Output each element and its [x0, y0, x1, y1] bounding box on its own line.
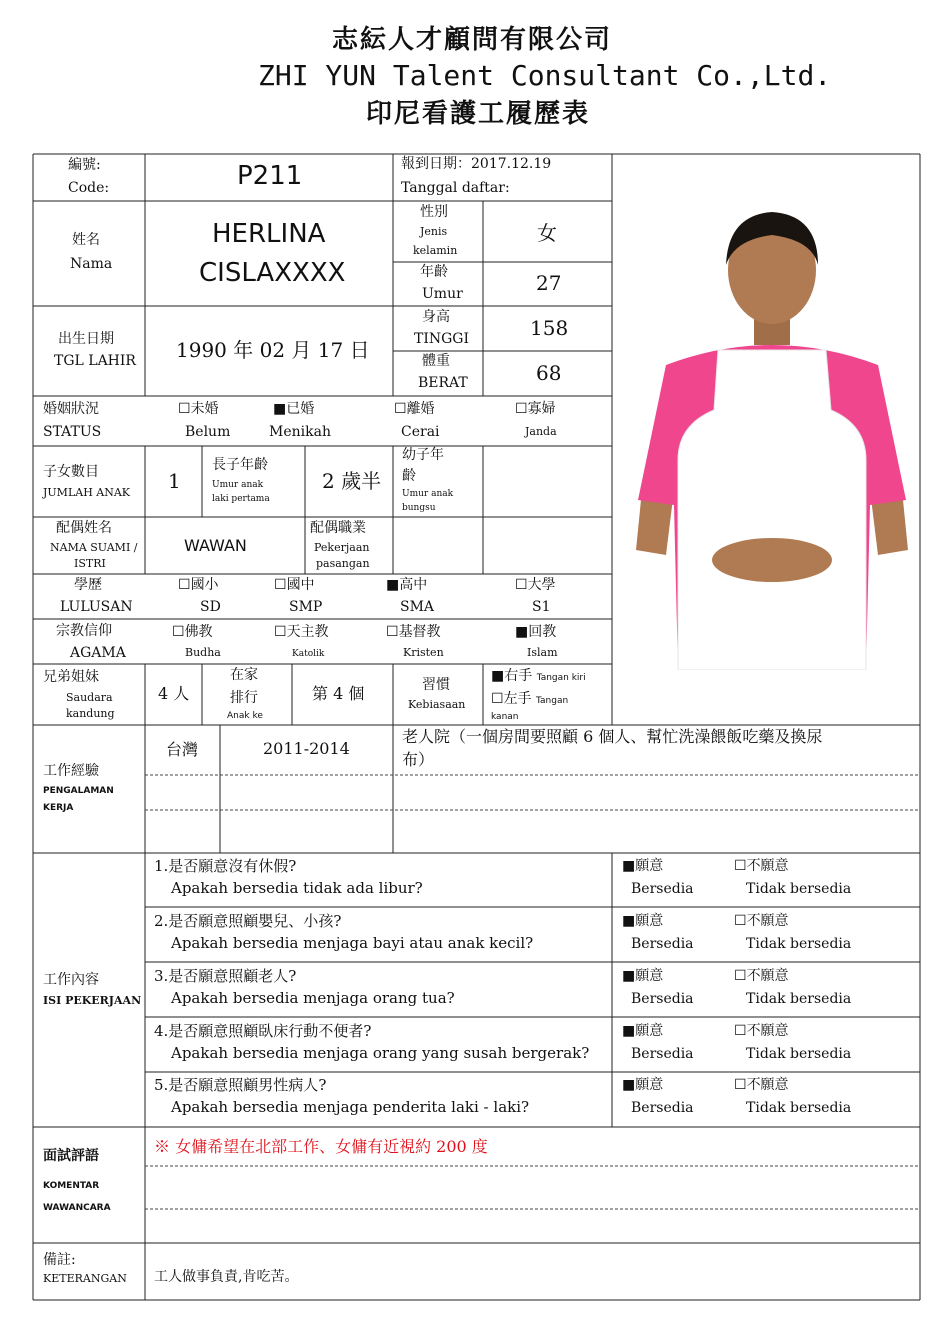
checkbox-icon: ☐ — [491, 691, 504, 707]
applicant-photo-illustration — [626, 160, 918, 670]
age-value: 27 — [536, 271, 562, 295]
checkbox-icon: ☐ — [515, 401, 528, 417]
eldest-label-id2: laki pertama — [212, 494, 270, 504]
siblings-count: 4 人 — [158, 684, 190, 703]
marital-label-zh: 婚姻狀況 — [43, 401, 99, 417]
youngest-label-id2: bungsu — [402, 503, 436, 513]
spouse-name-label-id2: ISTRI — [74, 557, 106, 570]
experience-years: 2011-2014 — [263, 739, 350, 758]
experience-detail-line1: 老人院（一個房間要照顧 6 個人、幫忙洗澡餵飯吃藥及換尿 — [402, 727, 823, 746]
question-id: Apakah bersedia menjaga orang tua? — [171, 989, 455, 1007]
interview-comment: ※ 女傭希望在北部工作、女傭有近視約 200 度 — [154, 1137, 488, 1156]
rank-label-id: Anak ke — [227, 711, 263, 721]
marital-label-id: STATUS — [43, 424, 102, 440]
checkbox-checked-icon: ■ — [273, 401, 287, 417]
question-zh: 1.是否願意沒有休假? — [154, 857, 297, 875]
gender-label-zh: 性別 — [420, 204, 448, 220]
interview-label-id1: KOMENTAR — [43, 1181, 100, 1191]
no-option[interactable]: ☐不願意 — [734, 913, 789, 929]
religion-option-islam-id: Islam — [527, 646, 558, 659]
question-id: Apakah bersedia menjaga orang yang susah bergerak? — [171, 1044, 590, 1062]
dob-label-id: TGL LAHIR — [54, 353, 136, 369]
photo-hands — [712, 538, 832, 582]
education-option-sd-id: SD — [200, 599, 221, 615]
checkbox-icon: ☐ — [394, 401, 407, 417]
education-option-sma-id: SMA — [400, 599, 435, 615]
name-line2: CISLAXXXX — [199, 258, 346, 288]
checkbox-icon: ☐ — [515, 577, 528, 593]
religion-label-zh: 宗教信仰 — [56, 623, 112, 639]
no-option[interactable]: ☐不願意 — [734, 1077, 789, 1093]
checkbox-checked-icon: ■ — [622, 1077, 636, 1093]
habit-label-id: Kebiasaan — [408, 698, 466, 711]
checkbox-checked-icon: ■ — [622, 1023, 636, 1039]
rank-value: 第 4 個 — [312, 684, 365, 703]
checkbox-icon: ☐ — [734, 1077, 747, 1093]
no-option-id: Tidak bersedia — [746, 1046, 852, 1062]
religion-option-katolik[interactable]: ☐天主教 — [274, 624, 329, 640]
rank-label-zh1: 在家 — [230, 667, 258, 683]
eldest-value: 2 歲半 — [322, 469, 382, 493]
yes-option[interactable]: ■願意 — [622, 913, 664, 929]
spouse-job-label-zh: 配偶職業 — [310, 520, 366, 536]
habit-left-hand-option[interactable]: ☐左手 Tangan — [491, 691, 569, 707]
habit-right-hand-option[interactable]: ■右手 Tangan kiri — [491, 668, 586, 684]
experience-detail-line2: 布） — [402, 750, 435, 769]
education-option-s1-id: S1 — [532, 599, 551, 615]
height-value: 158 — [530, 316, 569, 340]
habit-left-hand-id2: kanan — [491, 712, 519, 722]
marital-option-widow[interactable]: ☐寡婦 — [515, 401, 556, 417]
checkbox-icon: ☐ — [734, 968, 747, 984]
checkbox-icon: ☐ — [734, 858, 747, 874]
checkbox-icon: ☐ — [178, 577, 191, 593]
gender-label-id2: kelamin — [413, 244, 458, 257]
yes-option-id: Bersedia — [631, 881, 694, 897]
marital-option-divorced-id: Cerai — [401, 424, 440, 440]
marital-option-married[interactable]: ■已婚 — [273, 401, 315, 417]
siblings-label-zh: 兄弟姐妹 — [43, 669, 99, 685]
interview-label-id2: WAWANCARA — [43, 1203, 111, 1213]
education-option-s1[interactable]: ☐大學 — [515, 577, 556, 593]
youngest-label-id1: Umur anak — [402, 489, 454, 499]
yes-option-id: Bersedia — [631, 1046, 694, 1062]
eldest-label-zh: 長子年齡 — [212, 457, 268, 473]
gender-label-id1: Jenis — [420, 225, 448, 238]
religion-option-budha-id: Budha — [185, 646, 221, 659]
dob-value: 1990 年 02 月 17 日 — [176, 338, 370, 362]
job-label-id: ISI PEKERJAAN — [43, 994, 142, 1007]
yes-option-id: Bersedia — [631, 991, 694, 1007]
children-label-zh: 子女數目 — [43, 464, 99, 480]
children-label-id: JUMLAH ANAK — [43, 486, 131, 499]
education-option-smp-id: SMP — [289, 599, 323, 615]
no-option-id: Tidak bersedia — [746, 1100, 852, 1116]
applicant-photo — [626, 160, 918, 670]
name-label-id: Nama — [70, 256, 113, 272]
rank-label-zh2: 排行 — [230, 690, 258, 706]
marital-option-married-id: Menikah — [269, 424, 331, 440]
no-option-id: Tidak bersedia — [746, 991, 852, 1007]
company-name-en: ZHI YUN Talent Consultant Co.,Ltd. — [258, 59, 832, 92]
youngest-label-zh1: 幼子年 — [402, 447, 444, 463]
name-line1: HERLINA — [212, 219, 326, 249]
form-title: 印尼看護工履歷表 — [366, 99, 591, 129]
weight-label-id: BERAT — [418, 375, 468, 391]
weight-value: 68 — [536, 361, 562, 385]
question-zh: 3.是否願意照顧老人? — [154, 967, 297, 985]
checkbox-icon: ☐ — [386, 624, 399, 640]
religion-option-kristen[interactable]: ☐基督教 — [386, 624, 441, 640]
yes-option[interactable]: ■願意 — [622, 1077, 664, 1093]
no-option-id: Tidak bersedia — [746, 936, 852, 952]
checkbox-icon: ☐ — [274, 624, 287, 640]
no-option-id: Tidak bersedia — [746, 881, 852, 897]
no-option[interactable]: ☐不願意 — [734, 858, 789, 874]
siblings-label-id1: Saudara — [66, 691, 113, 704]
habit-label-zh: 習慣 — [422, 677, 450, 693]
age-label-id: Umur — [422, 286, 463, 302]
height-label-id: TINGGI — [414, 331, 470, 347]
job-label-zh: 工作內容 — [43, 972, 99, 988]
question-zh: 4.是否願意照顧臥床行動不便者? — [154, 1022, 372, 1040]
marital-option-single[interactable]: ☐未婚 — [178, 401, 219, 417]
checkbox-checked-icon: ■ — [622, 913, 636, 929]
remarks-text: 工人做事負責,肯吃苦。 — [154, 1269, 299, 1285]
checkbox-icon: ☐ — [178, 401, 191, 417]
checkbox-icon: ☐ — [172, 624, 185, 640]
education-option-smp[interactable]: ☐國中 — [274, 577, 315, 593]
remarks-label-zh: 備註: — [43, 1252, 76, 1268]
report-date: 報到日期：2017.12.19 — [401, 156, 552, 172]
question-id: Apakah bersedia menjaga bayi atau anak kecil? — [171, 934, 534, 952]
code-label-zh: 編號: — [68, 157, 101, 173]
name-label-zh: 姓名 — [72, 232, 100, 248]
company-name-zh: 志紜人才顧問有限公司 — [332, 25, 613, 55]
marital-option-widow-id: Janda — [525, 425, 557, 438]
education-label-zh: 學歷 — [74, 577, 102, 593]
checkbox-checked-icon: ■ — [515, 624, 529, 640]
eldest-label-id1: Umur anak — [212, 480, 264, 490]
gender-value: 女 — [537, 221, 557, 245]
report-date-label-id: Tanggal daftar: — [401, 180, 510, 196]
religion-option-kristen-id: Kristen — [403, 646, 444, 659]
age-label-zh: 年齡 — [420, 264, 448, 280]
religion-option-islam[interactable]: ■回教 — [515, 624, 557, 640]
code-label-id: Code: — [68, 180, 110, 196]
religion-label-id: AGAMA — [70, 645, 126, 661]
no-option[interactable]: ☐不願意 — [734, 968, 789, 984]
education-label-id: LULUSAN — [60, 599, 133, 615]
siblings-label-id2: kandung — [66, 707, 115, 720]
yes-option-id: Bersedia — [631, 1100, 694, 1116]
yes-option[interactable]: ■願意 — [622, 1023, 664, 1039]
experience-label-id1: PENGALAMAN — [43, 786, 114, 796]
checkbox-icon: ☐ — [274, 577, 287, 593]
spouse-name-label-zh: 配偶姓名 — [56, 520, 112, 536]
spouse-name-value: WAWAN — [184, 536, 247, 555]
checkbox-icon: ☐ — [734, 1023, 747, 1039]
marital-option-single-id: Belum — [185, 424, 231, 440]
remarks-label-id: KETERANGAN — [43, 1272, 127, 1285]
weight-label-zh: 體重 — [422, 353, 450, 369]
children-count: 1 — [168, 469, 181, 493]
spouse-job-label-id2: pasangan — [316, 557, 370, 570]
question-zh: 5.是否願意照顧男性病人? — [154, 1076, 327, 1094]
youngest-label-zh2: 齡 — [402, 468, 416, 484]
dob-label-zh: 出生日期 — [58, 331, 114, 347]
spouse-name-label-id1: NAMA SUAMI / — [50, 541, 138, 554]
question-zh: 2.是否願意照顧嬰兒、小孩? — [154, 912, 342, 930]
education-option-sd[interactable]: ☐國小 — [178, 577, 219, 593]
checkbox-checked-icon: ■ — [491, 668, 505, 684]
question-id: Apakah bersedia tidak ada libur? — [171, 879, 423, 897]
spouse-job-label-id1: Pekerjaan — [314, 541, 370, 554]
experience-label-id2: KERJA — [43, 803, 74, 813]
marital-option-divorced[interactable]: ☐離婚 — [394, 401, 435, 417]
interview-label-zh: 面試評語 — [43, 1148, 99, 1164]
height-label-zh: 身高 — [422, 309, 450, 325]
question-id: Apakah bersedia menjaga penderita laki - laki? — [171, 1098, 530, 1116]
checkbox-icon: ☐ — [734, 913, 747, 929]
experience-country: 台灣 — [166, 740, 199, 759]
checkbox-checked-icon: ■ — [622, 968, 636, 984]
experience-label-zh: 工作經驗 — [43, 763, 99, 779]
checkbox-checked-icon: ■ — [386, 577, 400, 593]
yes-option[interactable]: ■願意 — [622, 968, 664, 984]
checkbox-checked-icon: ■ — [622, 858, 636, 874]
religion-option-katolik-id: Katolik — [292, 649, 325, 659]
yes-option-id: Bersedia — [631, 936, 694, 952]
education-option-sma[interactable]: ■高中 — [386, 577, 428, 593]
no-option[interactable]: ☐不願意 — [734, 1023, 789, 1039]
code-value: P211 — [237, 161, 303, 191]
religion-option-budha[interactable]: ☐佛教 — [172, 624, 213, 640]
yes-option[interactable]: ■願意 — [622, 858, 664, 874]
